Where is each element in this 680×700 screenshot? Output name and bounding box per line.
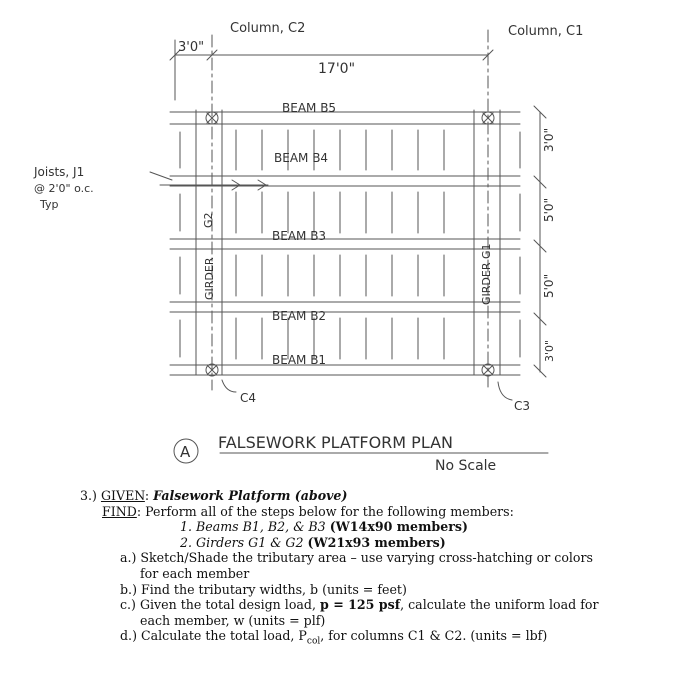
step-d-line: d.) Calculate the total load, $P_{col}$, for columns C1 & C2. (units = lbf) [120, 628, 548, 647]
column-c1-label: Column, C1 [508, 24, 584, 39]
joists-label-2: @ 2'0" o.c. [34, 182, 94, 195]
step-c-line-1: c.) Given the total design load, p = 125 psf, calculate the uniform load for [120, 597, 599, 613]
step-a-line-2: for each member [140, 565, 250, 581]
joist-lines [180, 130, 520, 359]
arrowhead-1 [232, 180, 240, 185]
step-c-line-2: each member, w (units = plf) [140, 612, 326, 628]
span-dimension: 17'0" [318, 61, 356, 77]
right-dim-1: 3'0" [542, 127, 556, 152]
plan-marker-letter: A [180, 443, 191, 461]
given-text: Falsework Platform (above) [153, 488, 348, 503]
step-a-line-1: a.) Sketch/Shade the tributary area – use varying cross-hatching or colors [120, 550, 593, 566]
beam-b2-label: BEAM B2 [272, 309, 327, 323]
joists-label-3: Typ [40, 198, 59, 211]
given-label: GIVEN [100, 488, 145, 503]
column-c3-symbol [482, 364, 494, 376]
given-line: 3.) GIVEN: Falsework Platform (above) [80, 488, 348, 503]
column-c2-label: Column, C2 [230, 21, 306, 36]
beam-b3-label: BEAM B3 [272, 229, 327, 243]
c4-leader [222, 380, 236, 392]
beam-b1-label: BEAM B1 [272, 353, 327, 367]
right-dim-4: 3'0" [543, 339, 556, 362]
plan-title: FALSEWORK PLATFORM PLAN [218, 433, 454, 452]
problem-statement [80, 488, 670, 650]
right-dim-2: 5'0" [542, 197, 556, 222]
right-dim-3: 5'0" [542, 273, 556, 298]
plan-scale: No Scale [435, 458, 497, 474]
column-c3-label: C3 [514, 399, 531, 413]
girder-g1-label: GIRDER G1 [480, 243, 493, 305]
girder-g2-tag: G2 [202, 212, 215, 228]
find-line: FIND: Perform all of the steps below for the following members: [102, 503, 514, 519]
find-text: Perform all of the steps below for the following members: [145, 503, 514, 519]
arrowhead-3 [258, 180, 266, 185]
joists-label-1: Joists, J1 [34, 165, 85, 179]
beam-b4-label: BEAM B4 [274, 151, 329, 165]
beam-b5-label: BEAM B5 [282, 101, 337, 115]
members-item-1: 1. Beams B1, B2, & B3 (W14x90 members) [180, 519, 468, 535]
step-b-line: b.) Find the tributary widths, b (units = feet) [120, 581, 407, 597]
members-item-2: 2. Girders G1 & G2 (W21x93 members) [180, 534, 446, 550]
c3-leader [498, 382, 512, 400]
find-label: FIND [102, 503, 137, 519]
column-c4-label: C4 [240, 391, 257, 405]
joist-leader-line [150, 172, 172, 180]
overhang-dimension: 3'0" [178, 40, 205, 55]
girder-g2-label: GIRDER [203, 257, 216, 300]
